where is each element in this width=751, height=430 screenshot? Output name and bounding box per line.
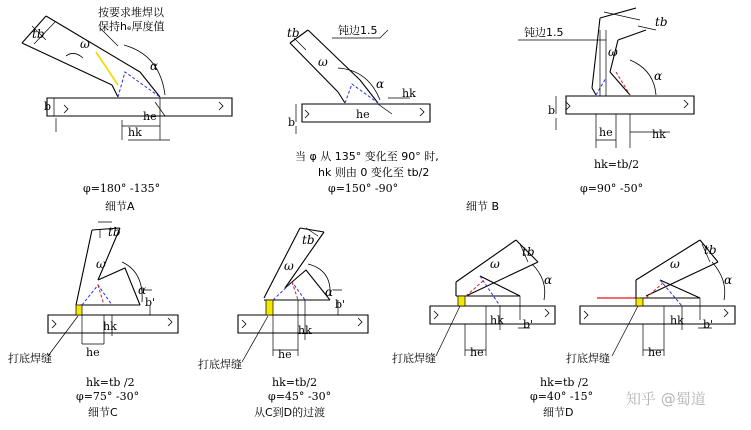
detail-b-alpha-arc	[338, 68, 380, 100]
detail-d-hk-formula: hk=tb /2	[540, 376, 589, 389]
detail-d-left-tb-label: tb	[522, 245, 535, 259]
detail-c-he-label: he	[86, 346, 100, 359]
detail-b-note-line1: 当 φ 从 135° 变化至 90° 时,	[295, 150, 439, 163]
detail-cd-red-prep	[292, 282, 298, 300]
detail-b2-hk-label: hk	[652, 128, 666, 141]
detail-b2-main-pipe	[566, 96, 694, 114]
detail-b-alpha-label: α	[376, 77, 385, 91]
detail-a-blue-prep	[118, 72, 160, 97]
detail-c-hk-formula: hk=tb /2	[86, 376, 135, 389]
detail-d-left-root-weld	[458, 296, 465, 306]
detail-d-right-hk-label: hk	[670, 314, 684, 327]
detail-d-left	[392, 240, 555, 365]
detail-b2-hk-formula: hk=tb/2	[594, 158, 640, 171]
detail-c-omega-label: ω	[96, 257, 106, 271]
detail-b2-he-label: he	[599, 126, 613, 139]
detail-d-formula: φ=40° -15°	[530, 390, 594, 403]
detail-c-tb-label: tb	[108, 225, 121, 239]
detail-c-formula: φ=75° -30°	[76, 390, 140, 403]
detail-d-right-root-weld-label: 打底焊缝	[566, 352, 610, 365]
detail-b2-b-label: b	[548, 104, 556, 117]
detail-cd-hk-formula: hk=tb/2	[272, 376, 318, 389]
detail-c-bprime-label: b'	[145, 296, 156, 309]
detail-c-alpha-label: α	[138, 283, 147, 297]
detail-cd-blue-prep	[273, 282, 305, 300]
detail-a-alpha-label: α	[150, 59, 159, 73]
detail-d-right-he-label: he	[648, 346, 662, 359]
detail-b2	[518, 8, 694, 195]
detail-cd-he-label: he	[278, 348, 292, 361]
detail-d-right-alpha-label: α	[724, 273, 733, 287]
detail-b-caption: 细节 B	[466, 200, 500, 213]
detail-a-omega-label: ω	[80, 37, 90, 51]
detail-a-main-pipe	[47, 98, 232, 116]
detail-b2-blunt-label: 钝边1.5	[524, 26, 564, 39]
detail-d-left-root-weld-label: 打底焊缝	[392, 352, 436, 365]
detail-cd-root-weld-label: 打底焊缝	[198, 358, 242, 371]
detail-cd-tb-label: tb	[302, 233, 315, 247]
detail-cd-branch-end	[300, 228, 324, 232]
detail-b2-tb-label: tb	[655, 15, 668, 29]
detail-d-left-bprime-label: b'	[523, 318, 534, 331]
detail-b2-blunt-leader	[518, 30, 606, 96]
detail-d-right-omega-label: ω	[670, 257, 680, 271]
detail-b2-red-prep	[616, 72, 630, 95]
watermark-text: 知乎 @蜀道	[626, 390, 706, 408]
detail-a-note-line2: 保持hₑ厚度值	[98, 20, 165, 33]
detail-c-red-prep	[98, 285, 104, 305]
detail-cd-formula: φ=45° -30°	[268, 390, 332, 403]
detail-cd-bevel	[264, 270, 330, 300]
detail-d-right-root-weld	[636, 298, 643, 306]
detail-b	[287, 23, 499, 213]
detail-a-bevel	[112, 72, 160, 97]
detail-c-root-weld	[76, 305, 82, 315]
detail-a-omega-arc	[66, 53, 83, 58]
detail-b-tb-label: tb	[287, 26, 300, 40]
detail-cd-caption: 从C到D的过渡	[254, 406, 326, 419]
detail-a-tb-label: tb	[32, 27, 45, 41]
detail-d-right-bprime-label: b'	[703, 318, 714, 331]
detail-b-hk-label: hk	[402, 87, 416, 100]
detail-a-he-label: he	[143, 110, 157, 123]
detail-c-blue-prep	[82, 285, 112, 305]
detail-d-left-omega-label: ω	[490, 257, 500, 271]
detail-b-bevel	[338, 80, 378, 103]
detail-d-left-hk-label: hk	[490, 314, 504, 327]
detail-d-right	[566, 240, 735, 365]
detail-d-right-red-prep	[646, 282, 664, 298]
detail-cd-hk-label: hk	[298, 324, 312, 337]
detail-c-bevel	[80, 268, 140, 305]
detail-d-left-alpha-arc	[532, 264, 545, 300]
detail-cd	[198, 228, 368, 419]
detail-b2-formula: φ=90° -50°	[580, 182, 644, 195]
detail-d-left-red-prep	[466, 280, 484, 296]
detail-d-right-alpha-arc	[712, 262, 725, 300]
detail-a-alpha-arc	[124, 45, 165, 95]
detail-b2-omega-label: ω	[608, 45, 618, 59]
detail-b-b-label: b	[288, 116, 296, 129]
detail-c-root-weld-label: 打底焊缝	[8, 352, 52, 365]
detail-b2-bevel	[592, 72, 630, 95]
detail-cd-omega-label: ω	[284, 259, 294, 273]
detail-a-hk-label: hk	[128, 126, 142, 139]
detail-b2-alpha-label: α	[654, 69, 663, 83]
detail-d-left-he-label: he	[470, 346, 484, 359]
detail-d-left-alpha-label: α	[544, 273, 553, 287]
detail-a-formula: φ=180° -135°	[83, 182, 161, 195]
detail-c-caption: 细节C	[88, 406, 118, 419]
detail-cd-alpha-label: α	[325, 285, 334, 299]
detail-b2-alpha-arc	[630, 60, 656, 95]
detail-c	[8, 222, 178, 419]
detail-b-omega-label: ω	[318, 55, 328, 69]
detail-d-right-tb-label: tb	[704, 243, 717, 257]
detail-a-caption: 细节A	[105, 200, 135, 213]
detail-cd-root-weld	[266, 300, 273, 315]
detail-b-he-label: he	[356, 108, 370, 121]
detail-d-caption: 细节D	[543, 406, 574, 419]
detail-b-blunt-label: 钝边1.5	[338, 24, 378, 37]
detail-cd-bprime-label: b'	[335, 298, 346, 311]
detail-c-hk-label: hk	[103, 320, 117, 333]
detail-b2-blue-prep	[596, 78, 606, 95]
detail-a	[22, 5, 232, 213]
detail-a-note-line1: 按要求堆焊以	[98, 6, 164, 19]
detail-b-formula: φ=150° -90°	[328, 182, 399, 195]
detail-b-note-line2: hk 则由 0 变化至 tb/2	[318, 166, 430, 179]
detail-a-b-label: b	[44, 100, 52, 113]
